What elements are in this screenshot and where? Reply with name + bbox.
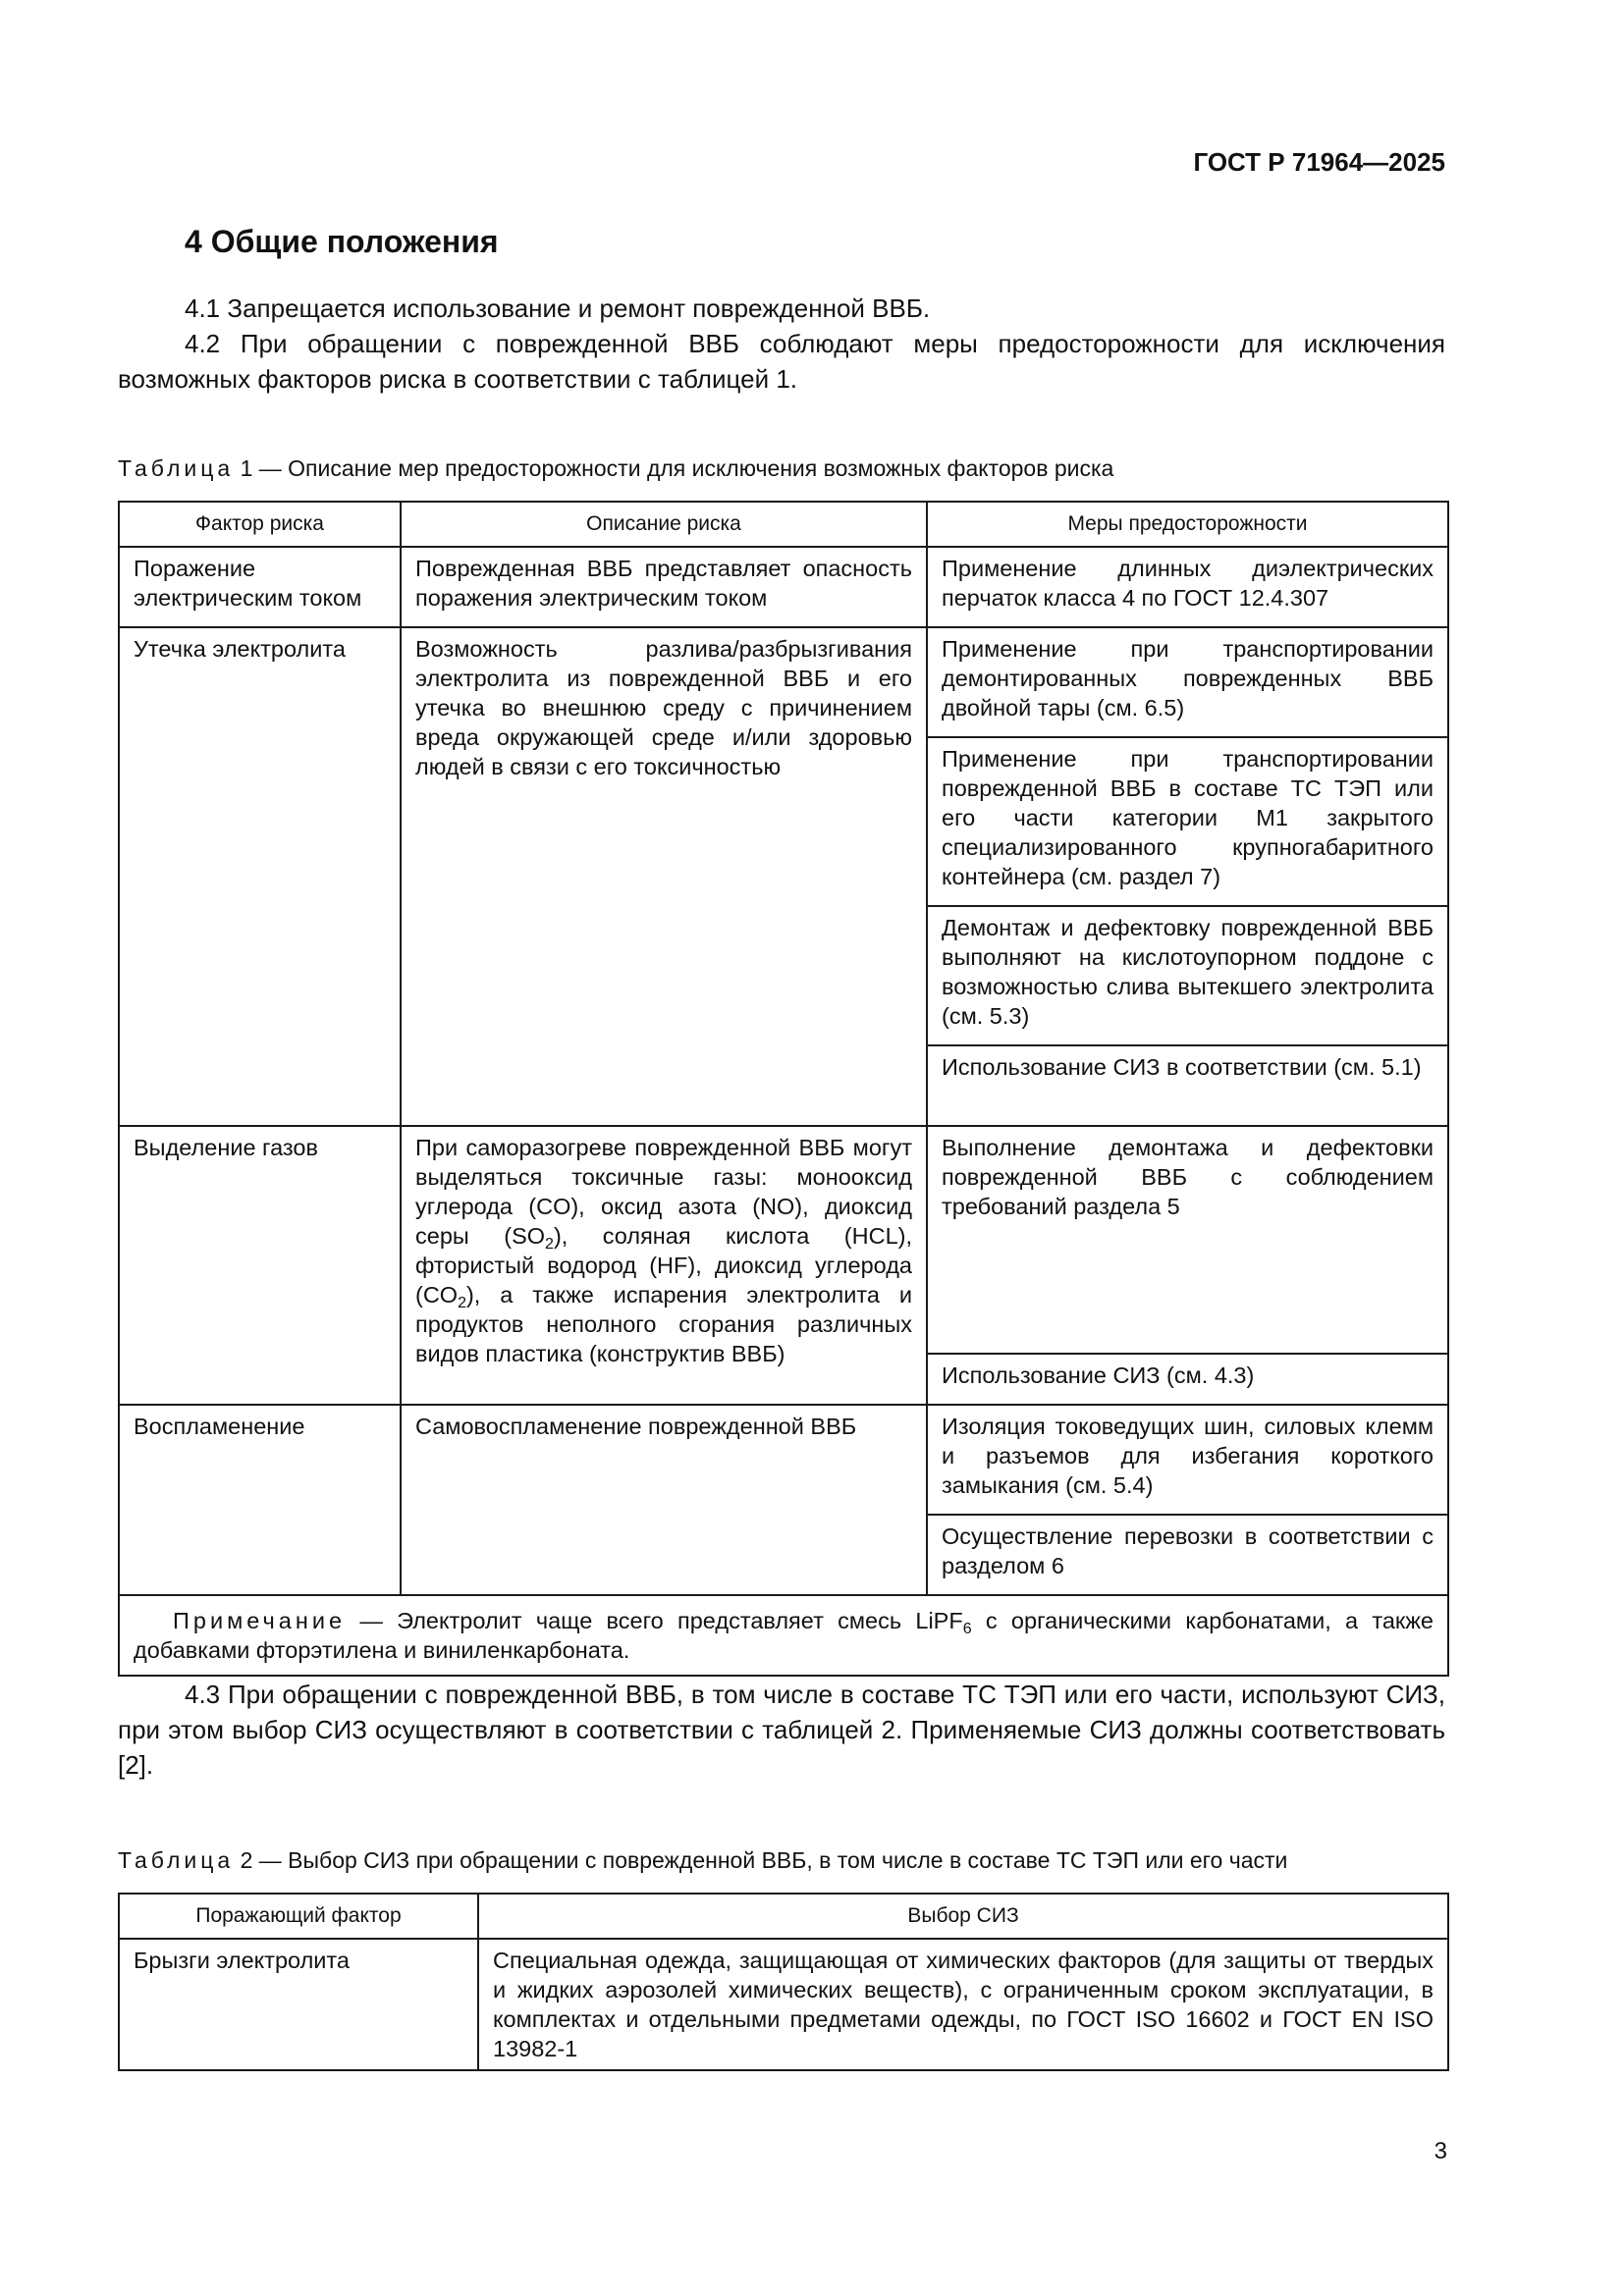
column-header: Поражающий фактор (119, 1894, 478, 1939)
precaution-cell: Применение при транспортировании поврежденной ВВБ в составе ТС ТЭП или его части категории М1 закрытого специализированного крупногабаритного контейнера (см. раздел 7) (927, 737, 1448, 906)
precaution-cell: Демонтаж и дефектовку поврежденной ВВБ выполняют на кислотоупорном поддоне с возможностью слива вытекшего электролита (см. 5.3) (927, 906, 1448, 1045)
section-heading: 4 Общие положения (185, 224, 499, 259)
table-row (119, 627, 1448, 737)
ppe-choice-cell: Специальная одежда, защищающая от химических факторов (для защиты от твердых и жидких аэрозолей химических веществ), с ограниченным сроком эксплуатации, в комплектах и отдельными предметами одежды, по ГОСТ ISO 16602 и ГОСТ EN ISO 13982-1 (478, 1939, 1448, 2070)
column-header: Выбор СИЗ (478, 1894, 1448, 1939)
table-row (119, 1405, 1448, 1515)
page-number: 3 (1434, 2138, 1447, 2164)
paragraph-4-3: 4.3 При обращении с поврежденной ВВБ, в том числе в составе ТС ТЭП или его части, используют СИЗ, при этом выбор СИЗ осуществляют в соответствии с таблицей 2. Применяемые СИЗ должны соответствовать [2]. (118, 1680, 1445, 1780)
table-header-row (119, 502, 1448, 547)
precaution-cell: Изоляция токоведущих шин, силовых клемм и разъемов для избегания короткого замыкания (см. 5.4) (927, 1405, 1448, 1515)
precaution-cell: Применение при транспортировании демонтированных поврежденных ВВБ двойной тары (см. 6.5) (927, 627, 1448, 737)
paragraph-4-2: 4.2 При обращении с поврежденной ВВБ соблюдают меры предосторожности для исключения возможных факторов риска в соответствии с таблицей 1. (118, 329, 1445, 394)
table-note: Примечание — Электролит чаще всего представляет смесь LiPF$_6$ с органическими карбонатами, а также добавками фторэтилена и виниленкарбоната. (119, 1595, 1448, 1676)
risk-description-cell: Поврежденная ВВБ представляет опасность поражения электрическим током (401, 547, 927, 627)
table-row (119, 1126, 1448, 1354)
risk-factor-cell: Воспламенение (119, 1405, 401, 1595)
risk-description-cell: Возможность разлива/разбрызгивания электролита из поврежденной ВВБ и его утечка во внешнюю среду с причинением вреда окружающей среде и/или здоровью людей в связи с его токсичностью (401, 627, 927, 1126)
precaution-cell: Применение длинных диэлектрических перчаток класса 4 по ГОСТ 12.4.307 (927, 547, 1448, 627)
table-header-row (119, 1894, 1448, 1939)
risk-description-cell: Самовоспламенение поврежденной ВВБ (401, 1405, 927, 1595)
table1-caption: Таблица 1 — Описание мер предосторожности для исключения возможных факторов риска (118, 455, 1114, 481)
column-header: Описание риска (401, 502, 927, 547)
risk-factor-cell: Утечка электролита (119, 627, 401, 1126)
precaution-cell: Использование СИЗ (см. 4.3) (927, 1354, 1448, 1405)
table-row (119, 1939, 1448, 2070)
table-note-row (119, 1595, 1448, 1676)
table-row (119, 547, 1448, 627)
table2-caption: Таблица 2 — Выбор СИЗ при обращении с поврежденной ВВБ, в том числе в составе ТС ТЭП или его части (118, 1847, 1288, 1873)
risk-factor-cell: Выделение газов (119, 1126, 401, 1405)
ppe-table (118, 1893, 1449, 2071)
hazard-factor-cell: Брызги электролита (119, 1939, 478, 2070)
precaution-cell: Использование СИЗ в соответствии (см. 5.1) (927, 1045, 1448, 1126)
risk-table (118, 501, 1449, 1677)
precaution-cell: Осуществление перевозки в соответствии с разделом 6 (927, 1515, 1448, 1595)
document-code: ГОСТ Р 71964—2025 (1193, 147, 1445, 177)
precaution-cell: Выполнение демонтажа и дефектовки поврежденной ВВБ с соблюдением требований раздела 5 (927, 1126, 1448, 1354)
risk-description-cell: При саморазогреве поврежденной ВВБ могут выделяться токсичные газы: монооксид углерода (CO), оксид азота (NO), диоксид серы $(SO_2)$, соляная кислота (HCL), фтористый водород (HF), диоксид углерода $(CO_2)$, а также испарения электролита и продуктов неполного сгорания различных видов пластика (конструктив ВВБ) (401, 1126, 927, 1405)
column-header: Фактор риска (119, 502, 401, 547)
column-header: Меры предосторожности (927, 502, 1448, 547)
risk-factor-cell: Поражение электрическим током (119, 547, 401, 627)
paragraph-4-1: 4.1 Запрещается использование и ремонт поврежденной ВВБ. (185, 294, 931, 323)
